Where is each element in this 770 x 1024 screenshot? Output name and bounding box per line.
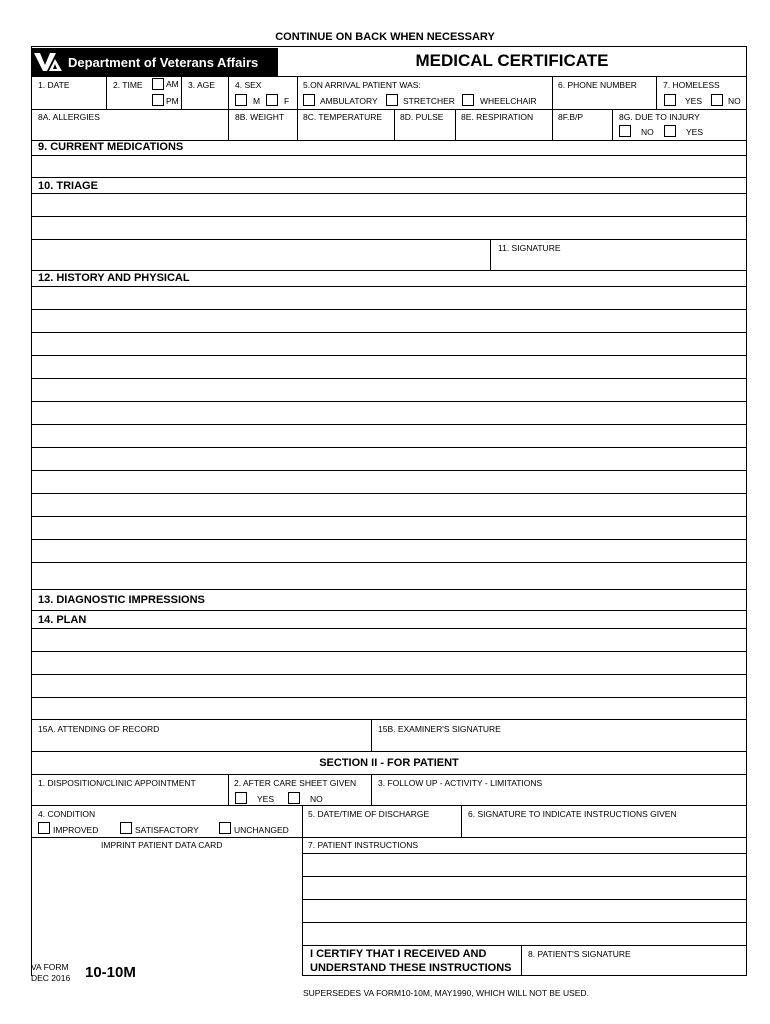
respiration-label: 8E. RESPIRATION [461, 112, 534, 122]
rule [31, 270, 747, 271]
agency-name: Department of Veterans Affairs [68, 55, 259, 70]
age-label: 3. AGE [188, 80, 215, 90]
rule [31, 674, 747, 675]
rule [31, 805, 747, 806]
homeless-no-label: NO [728, 96, 741, 106]
va-form-label: VA FORM [31, 962, 69, 972]
rule [302, 922, 747, 923]
certify-line-1: I CERTIFY THAT I RECEIVED AND [310, 948, 487, 960]
stretcher-checkbox[interactable] [386, 94, 398, 106]
ambulatory-label: AMBULATORY [320, 96, 378, 106]
rule [31, 774, 747, 775]
form-title: MEDICAL CERTIFICATE [415, 51, 609, 70]
rule [31, 516, 747, 517]
sex-label: 4. SEX [235, 80, 262, 90]
improved-checkbox[interactable] [38, 822, 50, 834]
rule [31, 193, 747, 194]
discharge-label: 5. DATE/TIME OF DISCHARGE [308, 809, 430, 819]
divider [302, 805, 303, 976]
unchanged-checkbox[interactable] [219, 822, 231, 834]
rule [31, 610, 747, 611]
homeless-yes-label: YES [685, 96, 703, 106]
stretcher-label: STRETCHER [403, 96, 455, 106]
rule [31, 239, 747, 240]
divider [490, 239, 491, 270]
rule [31, 424, 747, 425]
rule [31, 589, 747, 590]
rule [31, 837, 747, 838]
rule [31, 751, 747, 752]
am-label: AM [166, 79, 179, 89]
patient-signature-label: 8. PATIENT'S SIGNATURE [528, 949, 631, 959]
triage-signature-label: 11. SIGNATURE [498, 243, 561, 253]
temperature-label: 8C. TEMPERATURE [303, 112, 383, 122]
divider [228, 109, 229, 141]
certify-statement [310, 947, 511, 975]
medications-heading: 9. CURRENT MEDICATIONS [38, 141, 184, 153]
injury-no-label: NO [641, 127, 654, 137]
divider [552, 76, 553, 110]
divider [552, 109, 553, 141]
row1-top-line [31, 76, 747, 77]
rule [31, 697, 747, 698]
divider [461, 805, 462, 837]
bp-label: 8F.B/P [558, 112, 584, 122]
rule [31, 470, 747, 471]
divider [455, 109, 456, 141]
ambulatory-checkbox[interactable] [303, 94, 315, 106]
satisfactory-checkbox[interactable] [120, 822, 132, 834]
form-top-border [31, 46, 747, 47]
attending-label: 15A. ATTENDING OF RECORD [38, 724, 160, 734]
rule [31, 216, 747, 217]
disposition-label: 1. DISPOSITION/CLINIC APPOINTMENT [38, 778, 196, 788]
rule [31, 401, 747, 402]
aftercare-no-label: NO [310, 794, 323, 804]
pulse-label: 8D. PULSE [400, 112, 444, 122]
rule [31, 309, 747, 310]
rule [302, 899, 747, 900]
row2-top-line [31, 109, 747, 110]
sex-female-label: F [284, 96, 290, 106]
homeless-yes-checkbox[interactable] [664, 94, 676, 106]
rule [31, 177, 747, 178]
aftercare-yes-label: YES [257, 794, 275, 804]
unchanged-label: UNCHANGED [234, 825, 289, 835]
patient-instructions-label: 7. PATIENT INSTRUCTIONS [308, 840, 419, 850]
rule [302, 945, 747, 946]
followup-label: 3. FOLLOW UP - ACTIVITY - LIMITATIONS [378, 778, 543, 788]
aftercare-no-checkbox[interactable] [288, 792, 300, 804]
wheelchair-checkbox[interactable] [462, 94, 474, 106]
weight-label: 8B. WEIGHT [235, 112, 285, 122]
divider [371, 719, 372, 752]
wheelchair-label: WHEELCHAIR [480, 96, 537, 106]
satisfactory-label: SATISFACTORY [135, 825, 199, 835]
allergies-label: 8A. ALLERGIES [38, 112, 100, 122]
rule [31, 539, 747, 540]
pm-checkbox[interactable] [152, 94, 164, 106]
rule [31, 355, 747, 356]
injury-yes-checkbox[interactable] [664, 125, 676, 137]
va-logo-icon [33, 51, 63, 73]
condition-label: 4. CONDITION [38, 809, 96, 819]
injury-yes-label: YES [686, 127, 704, 137]
triage-heading: 10. TRIAGE [38, 180, 98, 192]
divider [181, 76, 182, 110]
plan-heading: 14. PLAN [38, 614, 87, 626]
history-heading: 12. HISTORY AND PHYSICAL [38, 272, 190, 284]
form-number: 10-10M [85, 964, 136, 981]
aftercare-label: 2. AFTER CARE SHEET GIVEN [234, 778, 357, 788]
divider [521, 945, 522, 976]
agency-header-band [31, 48, 278, 76]
sex-male-checkbox[interactable] [235, 94, 247, 106]
sex-female-checkbox[interactable] [266, 94, 278, 106]
homeless-no-checkbox[interactable] [711, 94, 723, 106]
top-note: CONTINUE ON BACK WHEN NECESSARY [275, 31, 495, 43]
injury-label: 8G. DUE TO INJURY [619, 112, 700, 122]
time-label: 2. TIME [113, 80, 143, 90]
rule [302, 853, 747, 854]
rule [31, 719, 747, 720]
rule [31, 651, 747, 652]
rule [31, 155, 747, 156]
examiner-signature-label: 15B. EXAMINER'S SIGNATURE [378, 724, 501, 734]
rule [302, 975, 747, 976]
arrival-label: 5.ON ARRIVAL PATIENT WAS: [303, 80, 421, 90]
sex-male-label: M [253, 96, 261, 106]
diagnostic-heading: 13. DIAGNOSTIC IMPRESSIONS [38, 594, 205, 606]
divider [106, 76, 107, 110]
am-checkbox[interactable] [152, 78, 164, 90]
form-date: DEC 2016 [31, 973, 71, 983]
pm-label: PM [166, 96, 179, 106]
rule [31, 447, 747, 448]
instructions-signature-label: 6. SIGNATURE TO INDICATE INSTRUCTIONS GIVEN [468, 809, 677, 819]
divider [612, 109, 613, 141]
divider [297, 76, 298, 110]
certify-line-2: UNDERSTAND THESE INSTRUCTIONS [310, 962, 512, 974]
divider [394, 109, 395, 141]
rule [31, 562, 747, 563]
divider [371, 774, 372, 806]
divider [228, 774, 229, 806]
divider [297, 109, 298, 141]
imprint-label: IMPRINT PATIENT DATA CARD [101, 840, 223, 850]
rule [31, 628, 747, 629]
homeless-label: 7. HOMELESS [663, 80, 720, 90]
injury-no-checkbox[interactable] [619, 125, 631, 137]
rule [31, 378, 747, 379]
aftercare-yes-checkbox[interactable] [235, 792, 247, 804]
rule [31, 286, 747, 287]
date-label: 1. DATE [38, 80, 70, 90]
divider [228, 76, 229, 110]
rule [302, 876, 747, 877]
rule [31, 332, 747, 333]
rule [31, 493, 747, 494]
divider [656, 76, 657, 110]
section-2-title: SECTION II - FOR PATIENT [319, 757, 459, 769]
phone-label: 6. PHONE NUMBER [558, 80, 637, 90]
improved-label: IMPROVED [53, 825, 99, 835]
supersedes-note: SUPERSEDES VA FORM10-10M, MAY1990, WHICH WILL NOT BE USED. [303, 988, 589, 998]
